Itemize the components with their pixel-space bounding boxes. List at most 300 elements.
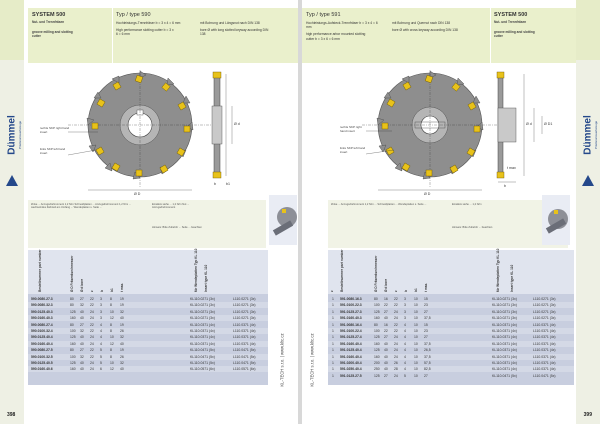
table-cell: 10 [414, 322, 418, 327]
table-cell: 125 [70, 335, 76, 340]
side-view [212, 72, 232, 178]
column-header: t max. [424, 282, 428, 292]
callout-right-hand-insert: rechts SKP right hand insert [340, 125, 362, 133]
table-cell: 24 [90, 367, 94, 372]
column-header: für Wendeplatten Typ KL 110 [194, 248, 198, 292]
page-number: 398 [7, 412, 16, 418]
footer-company: KL-TECH s.r.o. | www.kltc.cz [279, 333, 285, 387]
cutter-drawing-svg [302, 70, 576, 200]
table-cell: 12 [110, 367, 114, 372]
column-header: t max. [120, 282, 124, 292]
table-cell: 591.0160.40.4 [340, 354, 362, 359]
table-row [28, 366, 268, 372]
table-cell: 24 [90, 341, 94, 346]
table-cell: 590.0125.40.4 [31, 335, 53, 340]
table-cell-insert: KL110.0271 (3x) [492, 303, 517, 308]
table-cell-insert: L110.0371 (4x) [233, 341, 256, 346]
product-table [328, 250, 574, 385]
brand-logo-subtitle: Präzisionswerkzeuge [594, 120, 598, 150]
table-cell: 24 [90, 309, 94, 314]
table-cell: 591.0125.40.4 [340, 348, 362, 353]
table-cell: 22 [394, 297, 398, 301]
table-cell: 590.0160.40.6 [31, 367, 53, 372]
table-row [28, 328, 268, 334]
note-torque: Zinke ... Anzugsdrehmoment 1,2 N/m ... Schneidplatten ... Wendeplatten s. Seite ... [331, 203, 427, 206]
table-cell: 200 [374, 361, 380, 365]
column-header: Bestellnummer part number [340, 249, 344, 292]
table-cell: 32 [80, 303, 84, 308]
dimension-depth-t: t max [507, 166, 516, 170]
table-cell: 590.0080.27.4 [31, 322, 53, 327]
table-cell-insert: L110.0371 (4x) [533, 348, 556, 353]
table-cell: 4 [404, 335, 406, 340]
table-cell: 3 [404, 303, 406, 308]
column-header: für Wendeplatten Typ KL 110 [496, 248, 500, 292]
table-cell-insert: KL110.0371 (4x) [492, 354, 517, 359]
table-cell: 3 [100, 316, 102, 321]
table-cell: 10 [414, 303, 418, 308]
table-cell: 22 [384, 303, 388, 308]
table-cell: 80 [70, 322, 74, 327]
table-cell: 24 [394, 354, 398, 359]
table-cell: 10 [414, 354, 418, 359]
footer-company: KL-TECH s.r.o. | www.kltc.cz [309, 333, 315, 387]
table-cell: 3 [100, 297, 102, 301]
table-cell: 22 [90, 329, 94, 333]
table-cell: 1 [332, 367, 334, 372]
table-cell: 32 [120, 309, 124, 314]
table-cell: 125 [70, 361, 76, 365]
table-cell-insert: KL110.0271 (3x) [190, 316, 215, 321]
table-cell: 160 [70, 367, 76, 372]
table-cell: 40 [80, 316, 84, 321]
table-cell-insert: KL110.0371 (4x) [492, 329, 517, 333]
table-cell: 125 [70, 309, 76, 314]
callout-left-hand-insert: links SKP left hand insert [40, 147, 66, 155]
table-row [28, 360, 268, 366]
table-cell: 1 [332, 309, 334, 314]
table-cell: 22 [90, 348, 94, 353]
system-title: SYSTEM 500 [32, 12, 66, 18]
table-row [328, 309, 574, 315]
table-cell: 4 [404, 341, 406, 346]
table-cell: 591.0100.22.4 [340, 329, 362, 333]
table-cell: 590.0080.27.3 [31, 297, 53, 301]
table-cell: 125 [374, 335, 380, 340]
table-cell: 125 [374, 348, 380, 353]
table-row [328, 296, 574, 302]
table-cell: 27 [424, 335, 428, 340]
table-cell: 22 [394, 329, 398, 333]
table-cell-insert: KL110.0471 (5x) [190, 361, 215, 365]
notes-panel [328, 200, 568, 248]
table-cell: 160 [374, 354, 380, 359]
table-cell: 80 [374, 297, 378, 301]
table-row [28, 322, 268, 328]
table-cell-insert: KL110.0471 (5x) [190, 354, 215, 359]
table-cell: 24 [394, 348, 398, 353]
table-cell: 5 [100, 354, 102, 359]
bore-description-de: mit Bohrung und Quernut nach DIN 138 [392, 21, 451, 25]
dimension-width-b: b [504, 184, 506, 188]
table-cell: 1 [332, 348, 334, 353]
table-cell: 24 [394, 309, 398, 314]
table-cell: 10 [414, 316, 418, 321]
table-row [28, 309, 268, 315]
table-cell: 40 [120, 341, 124, 346]
table-cell: 4 [404, 367, 406, 372]
table-cell: 40 [384, 348, 388, 353]
table-cell: 10 [110, 309, 114, 314]
table-row [328, 360, 574, 366]
table-cell: 40 [120, 316, 124, 321]
table-cell: 24 [394, 316, 398, 321]
table-cell: 10 [110, 335, 114, 340]
bore-description-de: mit Bohrung und Längsnut nach DIN 138 [200, 21, 260, 25]
table-cell: 1 [332, 361, 334, 365]
column-header: b1 [110, 288, 114, 292]
table-cell-insert: L110.0271 (3x) [533, 303, 556, 308]
table-cell: 3 [404, 316, 406, 321]
table-cell: 27 [384, 309, 388, 314]
table-cell: 22 [394, 322, 398, 327]
table-cell-insert: KL110.0471 (5x) [492, 373, 517, 378]
table-row [328, 354, 574, 360]
table-cell-insert: L110.0271 (3x) [533, 309, 556, 314]
table-cell: 24 [394, 373, 398, 378]
table-cell: 10 [414, 297, 418, 301]
type-description-en: High performance slotting cutter b = 3 x 6 = 6 mm [116, 28, 174, 37]
table-cell: 8 [110, 348, 112, 353]
technical-drawing [302, 70, 576, 200]
table-cell-insert: KL110.0371 (4x) [492, 322, 517, 327]
table-cell: 4 [100, 341, 102, 346]
table-cell: 4 [404, 322, 406, 327]
column-header: b [404, 290, 408, 292]
brand-logo-text: Dümmel [582, 115, 594, 155]
table-cell: 26 [120, 354, 124, 359]
table-cell-insert: L110.0371 (4x) [533, 329, 556, 333]
table-cell-insert: L110.0371 (4x) [233, 322, 256, 327]
table-header [28, 250, 268, 294]
type-description-en: high performance arbor mounted slotting cutter b = 3 x 6 = 6 mm [306, 32, 366, 41]
table-row [28, 334, 268, 340]
table-cell: 8 [110, 329, 112, 333]
table-cell: 27 [424, 309, 428, 314]
table-cell-insert: KL110.0271 (3x) [492, 297, 517, 301]
table-cell: 32 [120, 335, 124, 340]
table-cell: 3 [100, 303, 102, 308]
table-cell: 10 [414, 361, 418, 365]
table-cell: 4 [100, 335, 102, 340]
table-cell: 22 [384, 329, 388, 333]
note-inserts: Einsätze siehe ... 1,2 N/m Nut ... Anzugsdrehmoment [152, 203, 190, 210]
table-cell-insert: KL110.0571 (6x) [190, 367, 215, 372]
table-cell: 19 [120, 322, 124, 327]
dimension-outer-diameter: Ø D [134, 192, 141, 196]
table-cell: 5 [100, 361, 102, 365]
note-torque: Zinke ... Anzugsdrehmoment 1,2 N/m Schneidplatten ... Anzugsdrehmoment 1,2 N/m ... wechselndes Zahnteil am Umfang ... Wendeplatten s. Seite ... [31, 203, 132, 210]
table-row [328, 302, 574, 308]
table-cell: 8 [110, 354, 112, 359]
column-header: Ø D Fräserdurchmesser [70, 255, 74, 292]
table-cell: 590.0080.27.5 [31, 348, 53, 353]
table-cell: 590.0100.32.5 [31, 354, 53, 359]
table-cell: 8 [110, 322, 112, 327]
column-header: z [330, 290, 334, 292]
table-cell: 15 [424, 322, 428, 327]
brand-logo-text: Dümmel [6, 115, 18, 155]
dimension-width-b: b [214, 182, 216, 186]
table-cell: 32 [80, 354, 84, 359]
table-cell: 10 [414, 373, 418, 378]
notes-panel [28, 200, 266, 248]
table-cell: 37,5 [424, 354, 431, 359]
header-bore-column [200, 8, 280, 63]
table-cell: 1 [332, 335, 334, 340]
type-description-de: Hochleistungs-Trennfräser b = 3 x 4 = 6 mm [116, 21, 181, 25]
table-cell-insert: L110.0371 (4x) [533, 361, 556, 365]
table-cell-insert: L110.0371 (4x) [533, 367, 556, 372]
table-cell: 37,5 [424, 316, 431, 321]
table-cell: 4 [100, 322, 102, 327]
table-cell: 40 [80, 341, 84, 346]
table-cell: 27 [384, 335, 388, 340]
brand-logo-subtitle: Präzisionswerkzeuge [18, 120, 22, 150]
product-photo [269, 195, 297, 245]
note-accessories: Hinweis: Bitte Zubehör ... beachten [452, 226, 493, 229]
table-cell: 22 [394, 303, 398, 308]
dimension-width-b1: b1 [226, 182, 230, 186]
table-row [328, 328, 574, 334]
table-cell-insert: L110.0471 (5x) [233, 354, 256, 359]
table-cell: 22 [90, 354, 94, 359]
table-cell: 4 [100, 329, 102, 333]
table-cell: 19 [120, 348, 124, 353]
table-cell: 40 [384, 354, 388, 359]
table-cell-insert: L110.0371 (4x) [533, 322, 556, 327]
table-cell: 16 [384, 322, 388, 327]
table-cell-insert: KL110.0371 (4x) [492, 348, 517, 353]
table-cell: 125 [374, 373, 380, 378]
table-row [328, 347, 574, 353]
system-subtitle-de: Nut- und Trennfräsen [32, 20, 65, 24]
catalog-page-right [302, 0, 600, 424]
table-cell-insert: KL110.0271 (3x) [190, 297, 215, 301]
table-cell: 15 [424, 297, 428, 301]
table-cell: 100 [70, 354, 76, 359]
table-cell-insert: KL110.0371 (4x) [492, 341, 517, 346]
table-cell: 22 [90, 303, 94, 308]
catalog-page-left [0, 0, 298, 424]
table-cell-insert: KL110.0371 (4x) [190, 335, 215, 340]
table-row [328, 373, 574, 379]
table-cell: 19 [120, 297, 124, 301]
table-cell-insert: KL110.0371 (4x) [190, 341, 215, 346]
table-cell: 160 [374, 341, 380, 346]
table-row [328, 334, 574, 340]
column-header: z [394, 290, 398, 292]
column-header: b [100, 290, 104, 292]
dimension-hub-diameter: Ø D1 [544, 122, 553, 126]
table-cell-insert: KL110.0271 (3x) [190, 303, 215, 308]
brand-logo-icon [582, 175, 594, 186]
table-cell: 3 [404, 297, 406, 301]
column-header: z [90, 290, 94, 292]
table-cell: 12 [110, 316, 114, 321]
table-cell: 4 [404, 348, 406, 353]
table-cell: 591.0160.40.4 [340, 341, 362, 346]
table-cell: 27 [80, 348, 84, 353]
table-cell: 10 [414, 341, 418, 346]
table-row [328, 315, 574, 321]
table-cell: 590.0080.32.3 [31, 303, 53, 308]
table-cell: 10 [414, 335, 418, 340]
table-cell: 23 [424, 303, 428, 308]
table-cell: 32 [80, 329, 84, 333]
type-description-de: Hochleistungs-Aufsteck-Trennfräser b = 3 x 4 = 6 mm [306, 21, 378, 30]
table-cell: 4 [404, 329, 406, 333]
table-cell: 590.0160.40.3 [31, 316, 53, 321]
column-header: Ø D Fräserdurchmesser [374, 255, 378, 292]
table-cell: 12 [110, 341, 114, 346]
header-system-column [494, 8, 572, 63]
table-cell-insert: L110.0571 (6x) [233, 367, 256, 372]
table-cell: 590.0125.40.5 [31, 361, 53, 365]
system-subtitle-en: groove milling and slotting cutter [32, 30, 73, 38]
table-cell: 160 [70, 341, 76, 346]
table-cell: 3 [100, 309, 102, 314]
table-cell: 1 [332, 373, 334, 378]
table-cell: 100 [70, 329, 76, 333]
page-header [28, 8, 298, 63]
brand-logo-icon [6, 175, 18, 186]
table-row [328, 322, 574, 328]
table-cell: 57,5 [424, 361, 431, 365]
table-cell: 40 [80, 335, 84, 340]
table-cell: 3 [404, 309, 406, 314]
table-cell: 5 [100, 348, 102, 353]
type-title: Typ / type 591 [306, 12, 341, 18]
side-strip [576, 0, 600, 424]
column-header: Ø d bore [80, 278, 84, 292]
table-row [28, 302, 268, 308]
technical-drawing [28, 70, 298, 200]
table-cell: 27 [384, 373, 388, 378]
bore-description-en: bore Ø with cross keyway according DIN 138 [392, 28, 458, 33]
table-cell: 5 [404, 373, 406, 378]
cutter-drawing-svg [28, 70, 298, 200]
table-cell-insert: L110.0271 (3x) [533, 297, 556, 301]
table-cell-insert: L110.0271 (3x) [233, 303, 256, 308]
table-cell: 591.0125.27.4 [340, 335, 362, 340]
table-cell: 4 [404, 361, 406, 365]
table-cell: 40 [120, 367, 124, 372]
table-cell-insert: L110.0471 (5x) [233, 361, 256, 365]
table-cell: 80 [374, 322, 378, 327]
table-cell: 591.0250.40.4 [340, 367, 362, 372]
bore-description-en: bore Ø with long slotted keyway according DIN 138 [200, 28, 269, 37]
table-row [28, 341, 268, 347]
table-cell: 6 [100, 367, 102, 372]
table-cell-insert: KL110.0271 (3x) [492, 309, 517, 314]
header-type-column [116, 8, 196, 63]
type-title: Typ / type 590 [116, 12, 151, 18]
dimension-bore-diameter: Ø d [234, 122, 240, 126]
side-view [497, 72, 542, 182]
table-cell: 80 [70, 303, 74, 308]
table-row [28, 315, 268, 321]
table-cell: 590.0100.32.4 [31, 329, 53, 333]
table-cell: 27 [424, 373, 428, 378]
table-cell: 10 [110, 361, 114, 365]
table-cell-insert: L110.0371 (4x) [533, 341, 556, 346]
table-cell-insert: KL110.0371 (4x) [492, 361, 517, 365]
table-cell: 40 [384, 361, 388, 365]
table-row [328, 341, 574, 347]
table-cell: 23 [424, 329, 428, 333]
table-cell: 591.0125.27.3 [340, 309, 362, 314]
table-cell: 26,5 [424, 348, 431, 353]
table-cell-insert: L110.0471 (5x) [233, 348, 256, 353]
table-cell: 26 [120, 329, 124, 333]
note-accessories: Hinweis: Bitte Zubehör ... Seite ... beachten [152, 226, 202, 229]
table-cell: 1 [332, 329, 334, 333]
table-cell: 40 [80, 361, 84, 365]
table-cell: 590.0125.40.3 [31, 309, 53, 314]
header-bore-column [392, 8, 472, 63]
table-row [28, 354, 268, 360]
table-cell: 40 [384, 316, 388, 321]
table-cell: 10 [414, 348, 418, 353]
table-cell: 40 [384, 341, 388, 346]
table-cell-insert: KL110.0371 (4x) [190, 322, 215, 327]
table-cell: 26 [394, 361, 398, 365]
table-cell: 591.0200.40.4 [340, 361, 362, 365]
table-cell-insert: KL110.0271 (3x) [492, 316, 517, 321]
table-header [328, 250, 574, 294]
table-cell: 28 [394, 367, 398, 372]
table-cell-insert: L110.0371 (4x) [533, 335, 556, 340]
table-cell-insert: L110.0371 (4x) [233, 329, 256, 333]
column-header: Ø d bore [384, 278, 388, 292]
table-cell: 24 [394, 335, 398, 340]
table-cell: 19 [120, 303, 124, 308]
table-cell: 591.0100.22.3 [340, 303, 362, 308]
column-header: Bestellnummer part number [38, 249, 42, 292]
table-cell: 27 [80, 322, 84, 327]
table-cell-insert: L110.0371 (4x) [233, 335, 256, 340]
table-cell-insert: KL110.0271 (3x) [190, 309, 215, 314]
table-cell: 40 [384, 367, 388, 372]
header-system-column [32, 8, 110, 63]
table-cell: 8 [110, 297, 112, 301]
column-header: Insert type KL 110 [204, 264, 208, 292]
table-cell: 80 [70, 348, 74, 353]
page-header [302, 8, 576, 63]
system-subtitle-en: groove milling and slotting cutter [494, 30, 535, 38]
table-cell: 82,5 [424, 367, 431, 372]
table-cell: 1 [332, 322, 334, 327]
table-cell: 8 [110, 303, 112, 308]
product-table [28, 250, 268, 385]
table-cell-insert: L110.0271 (3x) [233, 309, 256, 314]
table-cell: 10 [414, 309, 418, 314]
table-cell: 250 [374, 367, 380, 372]
table-cell: 37,5 [424, 341, 431, 346]
table-cell: 591.0080.16.3 [340, 297, 362, 301]
dimension-bore-diameter: Ø d [526, 122, 532, 126]
